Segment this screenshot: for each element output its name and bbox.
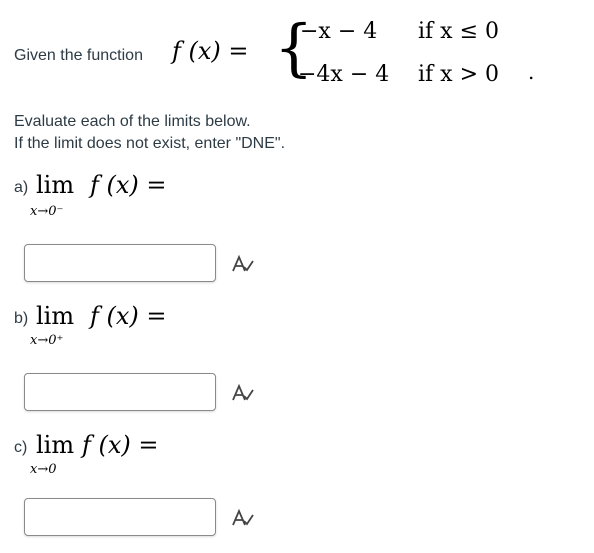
question-b-lim: lim <box>36 302 75 330</box>
question-b-label: b) <box>14 310 29 327</box>
case1-expression: −x − 4 <box>300 19 378 44</box>
case2-condition: if x > 0 <box>418 62 499 87</box>
answer-input-a[interactable] <box>24 244 216 282</box>
formula-preview-icon-b[interactable] <box>230 382 256 404</box>
question-c-label: c) <box>14 439 28 456</box>
case1-condition: if x ≤ 0 <box>418 19 499 44</box>
question-a-label: a) <box>14 179 29 196</box>
question-b-subscript: x→0⁺ <box>30 333 64 348</box>
question-a-lim: lim <box>36 171 75 199</box>
function-intro-text: Given the function <box>14 47 143 64</box>
end-punctuation: . <box>528 60 535 84</box>
question-a-subscript: x→0⁻ <box>30 204 64 219</box>
formula-preview-icon-c[interactable] <box>230 507 256 529</box>
answer-input-c[interactable] <box>24 498 216 536</box>
question-c-subscript: x→0 <box>30 462 57 477</box>
question-a-expression: f (x) = <box>90 171 167 199</box>
case2-expression: −4x − 4 <box>298 62 390 87</box>
formula-preview-icon-a[interactable] <box>230 253 256 275</box>
question-c-expression: f (x) = <box>82 431 159 459</box>
instruction-line-1: Evaluate each of the limits below. <box>14 113 251 130</box>
answer-input-b[interactable] <box>24 373 216 411</box>
question-b-expression: f (x) = <box>90 302 167 330</box>
instruction-line-2: If the limit does not exist, enter "DNE". <box>14 135 286 152</box>
function-lhs: f (x) = <box>172 37 249 65</box>
question-c-lim: lim <box>36 431 75 459</box>
piecewise-brace: { <box>274 11 314 84</box>
